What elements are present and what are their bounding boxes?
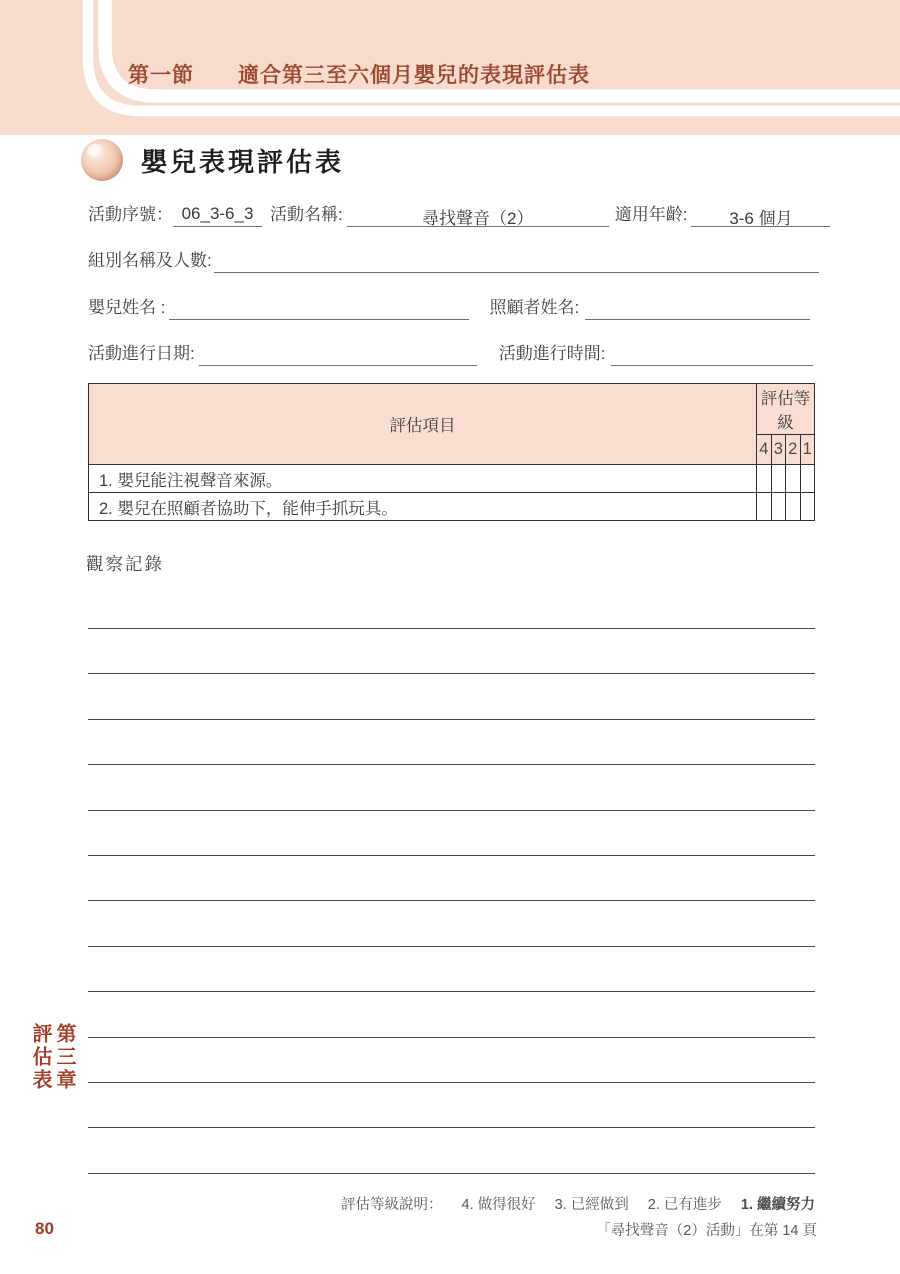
rating-level-4: 4 bbox=[757, 435, 771, 465]
legend-item: 1. 繼續努力 bbox=[740, 1197, 815, 1213]
observation-ruled-line bbox=[88, 991, 815, 992]
legend-item: 3. 已經做到 bbox=[554, 1197, 629, 1213]
observation-ruled-line bbox=[88, 719, 815, 720]
baby-name-field bbox=[169, 297, 469, 320]
item-text-1: 1. 嬰兒能注視聲音來源。 bbox=[89, 465, 757, 493]
activity-no-label: 活動序號： bbox=[88, 205, 173, 224]
score-cell bbox=[786, 493, 800, 521]
table-row bbox=[89, 493, 815, 521]
observation-ruled-line bbox=[88, 1173, 815, 1174]
item-text-2: 2. 嬰兒在照顧者協助下，能伸手抓玩具。 bbox=[89, 493, 757, 521]
observation-ruled-line bbox=[88, 628, 815, 629]
baby-name-label: 嬰兒姓名 : bbox=[88, 298, 166, 317]
score-cell bbox=[800, 493, 815, 521]
form-row-datetime bbox=[88, 339, 813, 366]
group-label: 組別名稱及人數: bbox=[88, 251, 212, 270]
page-title: 嬰兒表現評估表 bbox=[141, 146, 345, 177]
score-cell bbox=[786, 465, 800, 493]
rating-level-3: 3 bbox=[771, 435, 785, 465]
chapter-number: 第三章 bbox=[53, 1023, 75, 1092]
observation-ruled-line bbox=[88, 1127, 815, 1128]
chapter-sidebar bbox=[28, 1023, 76, 1092]
observation-ruled-line bbox=[88, 764, 815, 765]
header-band bbox=[0, 0, 900, 135]
score-cell bbox=[771, 493, 785, 521]
sphere-bullet-icon bbox=[81, 139, 123, 181]
legend-prefix: 評估等級說明： bbox=[341, 1197, 443, 1213]
item-column-header: 評估項目 bbox=[89, 384, 757, 465]
section-number: 第一節 bbox=[128, 64, 194, 87]
rating-level-2: 2 bbox=[786, 435, 800, 465]
form-row-group bbox=[88, 246, 819, 273]
score-cell bbox=[771, 465, 785, 493]
score-cell bbox=[800, 465, 815, 493]
activity-no-field: 06_3-6_3 bbox=[173, 204, 262, 227]
form-title-row bbox=[81, 139, 344, 181]
time-label: 活動進行時間: bbox=[498, 344, 606, 363]
chapter-tab-label: 評估表 bbox=[29, 1023, 51, 1092]
activity-name-field: 尋找聲音（2） bbox=[347, 204, 609, 227]
score-cell bbox=[757, 465, 771, 493]
legend-item: 2. 已有進步 bbox=[647, 1197, 722, 1213]
form-row-activity bbox=[88, 200, 830, 227]
rating-legend bbox=[341, 1193, 815, 1214]
rating-level-1: 1 bbox=[800, 435, 815, 465]
legend-item: 4. 做得很好 bbox=[461, 1197, 536, 1213]
observation-ruled-line bbox=[88, 673, 815, 674]
observation-ruled-line bbox=[88, 1082, 815, 1083]
score-cell bbox=[757, 493, 771, 521]
evaluation-table bbox=[88, 383, 815, 521]
form-row-names bbox=[88, 293, 810, 320]
activity-page-footnote: 「尋找聲音（2）活動」在第 14 頁 bbox=[596, 1223, 817, 1239]
date-field bbox=[199, 343, 477, 366]
observation-ruled-line bbox=[88, 855, 815, 856]
caregiver-label: 照顧者姓名: bbox=[489, 298, 580, 317]
rating-header: 評估等級 bbox=[757, 384, 815, 435]
age-field: 3-6 個月 bbox=[691, 204, 830, 227]
observation-ruled-line bbox=[88, 1037, 815, 1038]
section-title: 適合第三至六個月嬰兒的表現評估表 bbox=[238, 64, 590, 87]
date-label: 活動進行日期: bbox=[88, 344, 195, 363]
observation-label: 觀察記錄 bbox=[86, 554, 164, 574]
table-row bbox=[89, 465, 815, 493]
caregiver-field bbox=[585, 297, 810, 320]
observation-ruled-line bbox=[88, 946, 815, 947]
observation-ruled-line bbox=[88, 810, 815, 811]
page-number: 80 bbox=[35, 1219, 54, 1238]
age-label: 適用年齡: bbox=[614, 205, 688, 224]
time-field bbox=[611, 343, 813, 366]
activity-name-label: 活動名稱: bbox=[270, 205, 343, 224]
group-field bbox=[214, 250, 819, 273]
observation-ruled-line bbox=[88, 900, 815, 901]
